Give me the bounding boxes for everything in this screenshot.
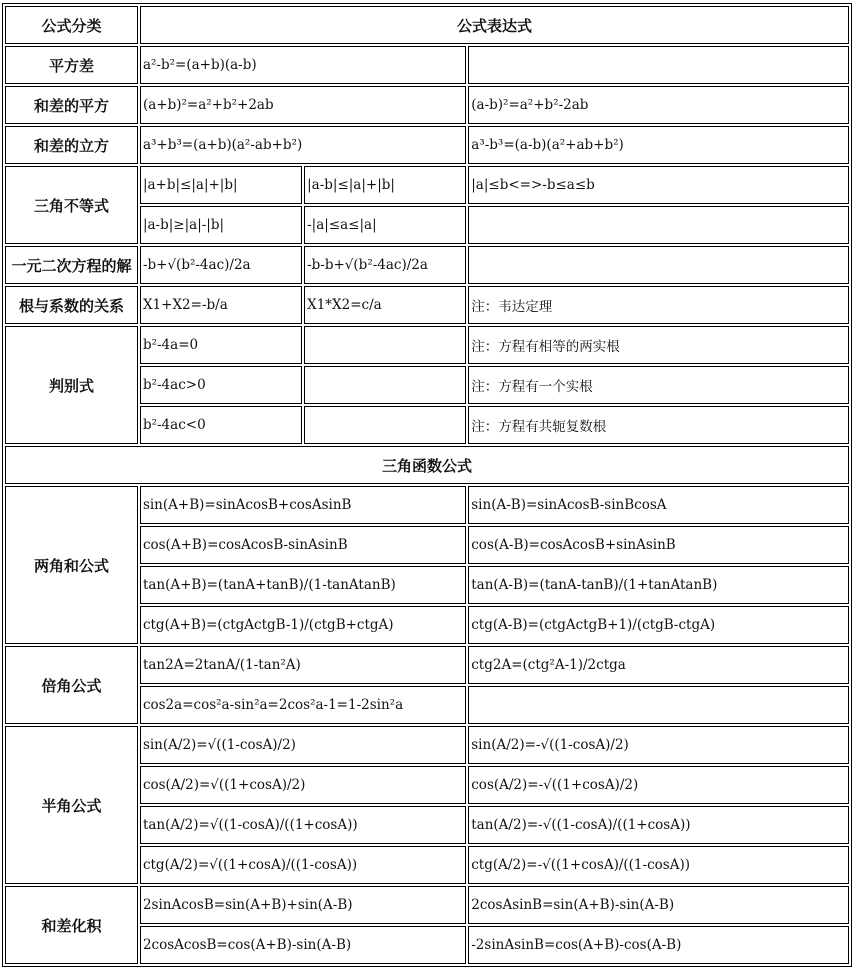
category-label: 半角公式 [5,726,138,884]
category-label: 一元二次方程的解 [5,246,138,284]
formula-cell: |a+b|≤|a|+|b| [140,166,302,204]
empty-cell [468,206,849,244]
empty-cell [304,406,466,444]
table-row [5,126,849,164]
formula-cell: sin(A+B)=sinAcosB+cosAsinB [140,486,466,524]
note-cell: 注：韦达定理 [468,286,849,324]
section-header-row [5,446,849,484]
formula-cell: ctg(A-B)=(ctgActgB+1)/(ctgB-ctgA) [468,606,849,644]
formula-cell: tan(A-B)=(tanA-tanB)/(1+tanAtanB) [468,566,849,604]
formula-cell: tan(A/2)=-√((1-cosA)/((1+cosA)) [468,806,849,844]
category-header: 公式分类 [5,6,138,44]
formula-cell: |a-b|≤|a|+|b| [304,166,466,204]
formula-cell: -|a|≤a≤|a| [304,206,466,244]
formula-cell: cos(A/2)=-√((1+cosA)/2) [468,766,849,804]
table-row [5,326,849,364]
empty-cell [304,366,466,404]
formula-cell: a³+b³=(a+b)(a²-ab+b²) [140,126,466,164]
formula-cell: ctg(A/2)=√((1+cosA)/((1-cosA)) [140,846,466,884]
formula-cell: -b-b+√(b²-4ac)/2a [304,246,466,284]
category-label: 倍角公式 [5,646,138,724]
category-label: 判别式 [5,326,138,444]
category-label: 平方差 [5,46,138,84]
formula-cell: sin(A-B)=sinAcosB-sinBcosA [468,486,849,524]
formula-cell: a²-b²=(a+b)(a-b) [140,46,466,84]
formula-cell: cos(A+B)=cosAcosB-sinAsinB [140,526,466,564]
formula-cell: 2sinAcosB=sin(A+B)+sin(A-B) [140,886,466,924]
table-row [5,246,849,284]
formula-cell: sin(A/2)=√((1-cosA)/2) [140,726,466,764]
formula-cell: ctg(A/2)=-√((1+cosA)/((1-cosA)) [468,846,849,884]
formula-cell: ctg(A+B)=(ctgActgB-1)/(ctgB+ctgA) [140,606,466,644]
table-row [5,486,849,524]
trig-section-header: 三角函数公式 [5,446,849,484]
formula-cell: -b+√(b²-4ac)/2a [140,246,302,284]
table-row [5,886,849,924]
table-row [5,86,849,124]
table-row [5,646,849,684]
formula-cell: tan(A+B)=(tanA+tanB)/(1-tanAtanB) [140,566,466,604]
table-row [5,46,849,84]
formula-cell: ctg2A=(ctg²A-1)/2ctga [468,646,849,684]
formula-cell: X1*X2=c/a [304,286,466,324]
category-label: 和差的平方 [5,86,138,124]
formula-cell: cos(A-B)=cosAcosB+sinAsinB [468,526,849,564]
note-cell: 注：方程有相等的两实根 [468,326,849,364]
formula-table [2,3,852,967]
formula-cell: b²-4a=0 [140,326,302,364]
formula-cell: 2cosAcosB=cos(A+B)-sin(A-B) [140,926,466,964]
note-cell: 注：方程有一个实根 [468,366,849,404]
category-label: 三角不等式 [5,166,138,244]
formula-cell: X1+X2=-b/a [140,286,302,324]
empty-cell [468,686,849,724]
formula-cell: |a|≤b<=>-b≤a≤b [468,166,849,204]
formula-cell: b²-4ac>0 [140,366,302,404]
empty-cell [468,46,849,84]
table-row [5,286,849,324]
table-row [5,726,849,764]
category-label: 和差的立方 [5,126,138,164]
expression-header: 公式表达式 [140,6,849,44]
empty-cell [304,326,466,364]
formula-cell: tan(A/2)=√((1-cosA)/((1+cosA)) [140,806,466,844]
formula-cell: -2sinAsinB=cos(A+B)-cos(A-B) [468,926,849,964]
category-label: 两角和公式 [5,486,138,644]
category-label: 和差化积 [5,886,138,964]
formula-cell: cos(A/2)=√((1+cosA)/2) [140,766,466,804]
formula-cell: 2cosAsinB=sin(A+B)-sin(A-B) [468,886,849,924]
formula-cell: (a+b)²=a²+b²+2ab [140,86,466,124]
formula-cell: a³-b³=(a-b)(a²+ab+b²) [468,126,849,164]
formula-cell: sin(A/2)=-√((1-cosA)/2) [468,726,849,764]
empty-cell [468,246,849,284]
header-row [5,6,849,44]
category-label: 根与系数的关系 [5,286,138,324]
formula-cell: tan2A=2tanA/(1-tan²A) [140,646,466,684]
formula-cell: |a-b|≥|a|-|b| [140,206,302,244]
formula-cell: (a-b)²=a²+b²-2ab [468,86,849,124]
table-row [5,166,849,204]
formula-cell: b²-4ac<0 [140,406,302,444]
formula-cell: cos2a=cos²a-sin²a=2cos²a-1=1-2sin²a [140,686,466,724]
note-cell: 注：方程有共轭复数根 [468,406,849,444]
